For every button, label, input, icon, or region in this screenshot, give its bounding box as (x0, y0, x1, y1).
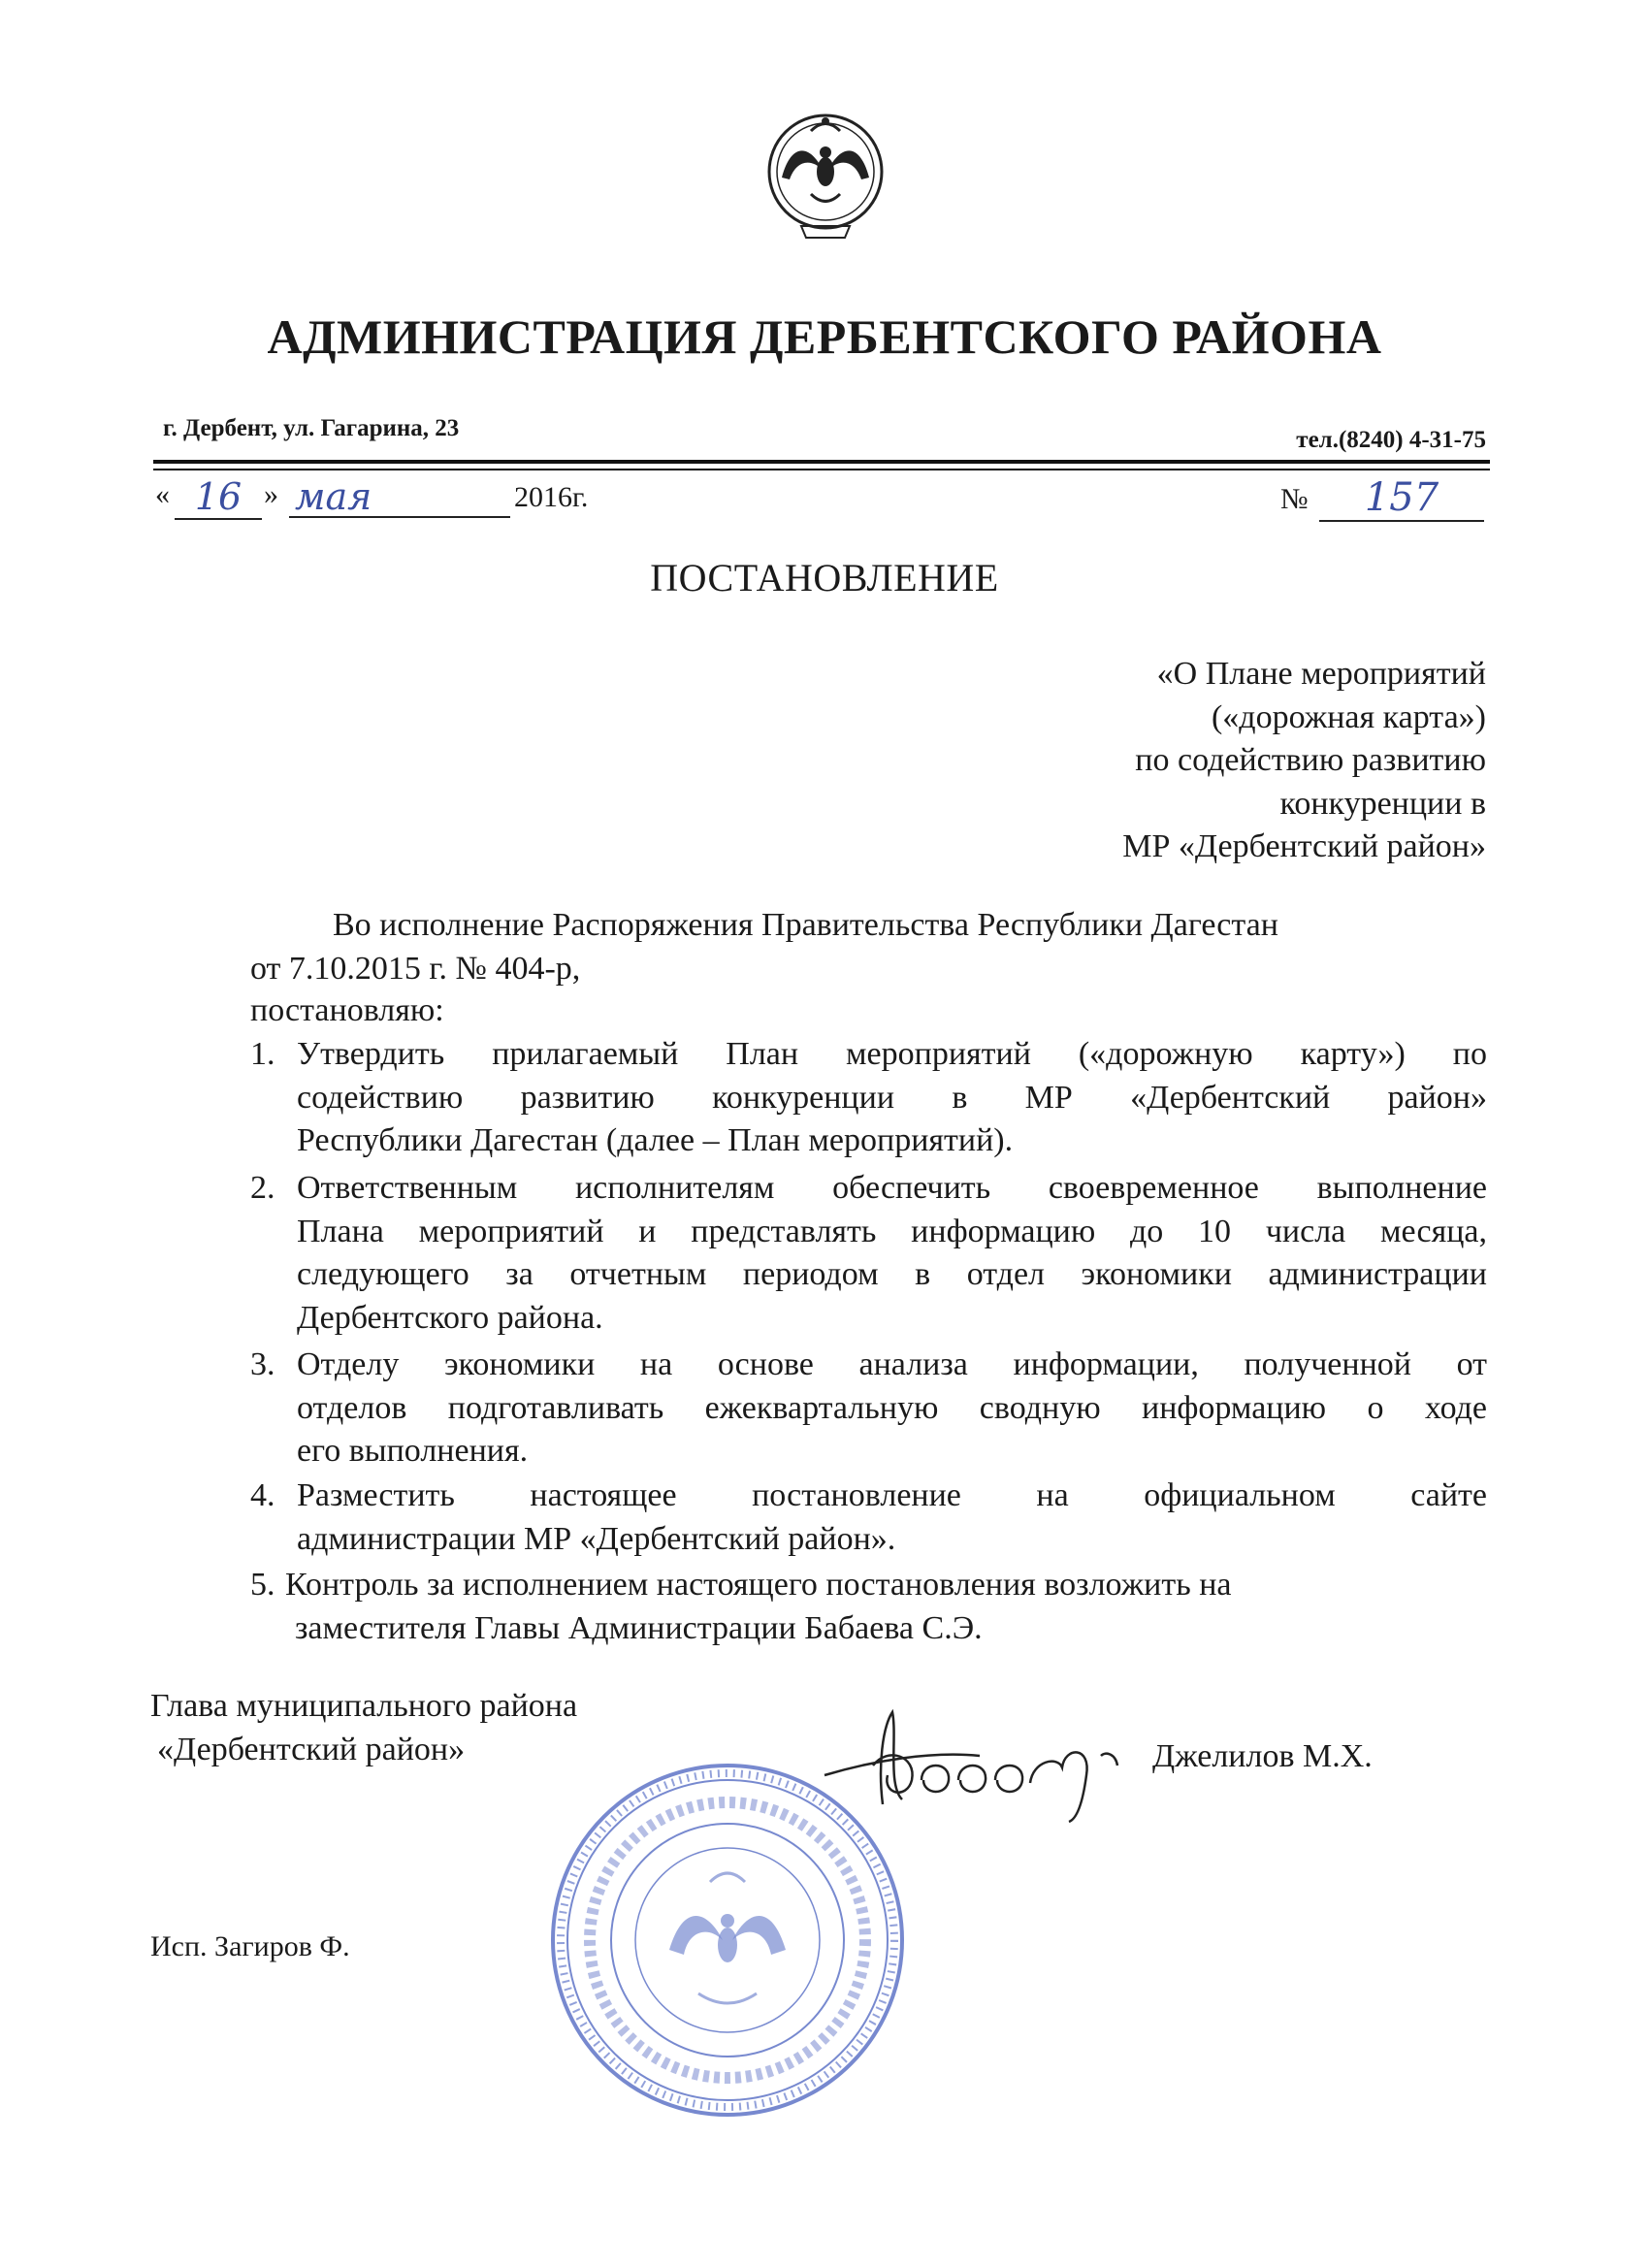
item-number: 1. (250, 1036, 275, 1072)
organization-title: АДМИНИСТРАЦИЯ ДЕРБЕНТСКОГО РАЙОНА (267, 309, 1382, 364)
executor-note: Исп. Загиров Ф. (150, 1930, 350, 1962)
item-line: его выполнения. (297, 1433, 529, 1469)
item-line: содействию развитию конкуренции в МР «Дербентский район» (297, 1079, 1487, 1116)
number-sign: № (1280, 483, 1309, 515)
date-month-field: мая (289, 475, 510, 518)
date-quote-close: » (264, 478, 278, 510)
item-line: Контроль за исполнением настоящего постановления возложить на (285, 1567, 1232, 1603)
list-item (250, 1033, 1487, 1164)
signer-name: Джелилов М.Х. (1152, 1738, 1373, 1774)
subject-line: («дорожная карта») (1211, 698, 1486, 735)
item-number: 4. (250, 1477, 275, 1513)
signatory-title: «Дербентский район» (157, 1732, 466, 1767)
item-number: 5. (250, 1567, 275, 1603)
address: г. Дербент, ул. Гагарина, 23 (163, 415, 460, 441)
date-day-field: 16 (175, 475, 262, 520)
subject-line: «О Плане мероприятий (1156, 656, 1486, 692)
list-item (250, 1564, 1487, 1651)
item-line: администрации МР «Дербентский район». (297, 1520, 896, 1557)
signatory-title: Глава муниципального района (150, 1688, 578, 1724)
item-line: отделов подготавливать ежеквартальную сводную информацию о ходе (297, 1389, 1487, 1426)
subject-block (807, 653, 1486, 869)
subject-line: МР «Дербентский район» (1122, 828, 1486, 864)
item-line: Отделу экономики на основе анализа информации, полученной от (297, 1346, 1487, 1382)
item-line: Утвердить прилагаемый План мероприятий («дорожную карту») по (297, 1036, 1487, 1072)
item-number: 2. (250, 1170, 275, 1206)
item-number: 3. (250, 1346, 275, 1382)
subject-line: конкуренции в (1279, 785, 1486, 822)
resolve-word: постановляю: (250, 992, 444, 1028)
phone: тел.(8240) 4-31-75 (1296, 427, 1486, 453)
item-line: заместителя Главы Администрации Бабаева С.Э. (295, 1609, 983, 1646)
handwritten-signature (815, 1707, 1135, 1824)
item-line: Разместить настоящее постановление на официальном сайте (297, 1477, 1487, 1513)
list-item (250, 1167, 1487, 1342)
preamble-line: от 7.10.2015 г. № 404-р, (250, 951, 581, 987)
header-rule-thin (153, 469, 1490, 470)
list-item (250, 1474, 1487, 1562)
item-line: Республики Дагестан (далее – План мероприятий). (297, 1122, 1014, 1158)
date-quote-open: « (155, 478, 170, 510)
coat-of-arms-icon (753, 102, 898, 247)
document-type-heading: ПОСТАНОВЛЕНИЕ (650, 556, 999, 599)
item-line: Дербентского района. (297, 1299, 603, 1336)
header-rule-thick (153, 460, 1490, 464)
preamble-line: Во исполнение Распоряжения Правительства Республики Дагестан (333, 907, 1278, 943)
item-line: Плана мероприятий и представлять информацию до 10 числа месяца, (297, 1213, 1487, 1249)
list-item (250, 1344, 1487, 1474)
document-number-field: 157 (1319, 475, 1484, 522)
item-line: Ответственным исполнителям обеспечить своевременное выполнение (297, 1170, 1487, 1206)
subject-line: по содействию развитию (1135, 742, 1486, 778)
date-year: 2016г. (514, 481, 589, 513)
item-line: следующего за отчетным периодом в отдел экономики администрации (297, 1256, 1487, 1292)
